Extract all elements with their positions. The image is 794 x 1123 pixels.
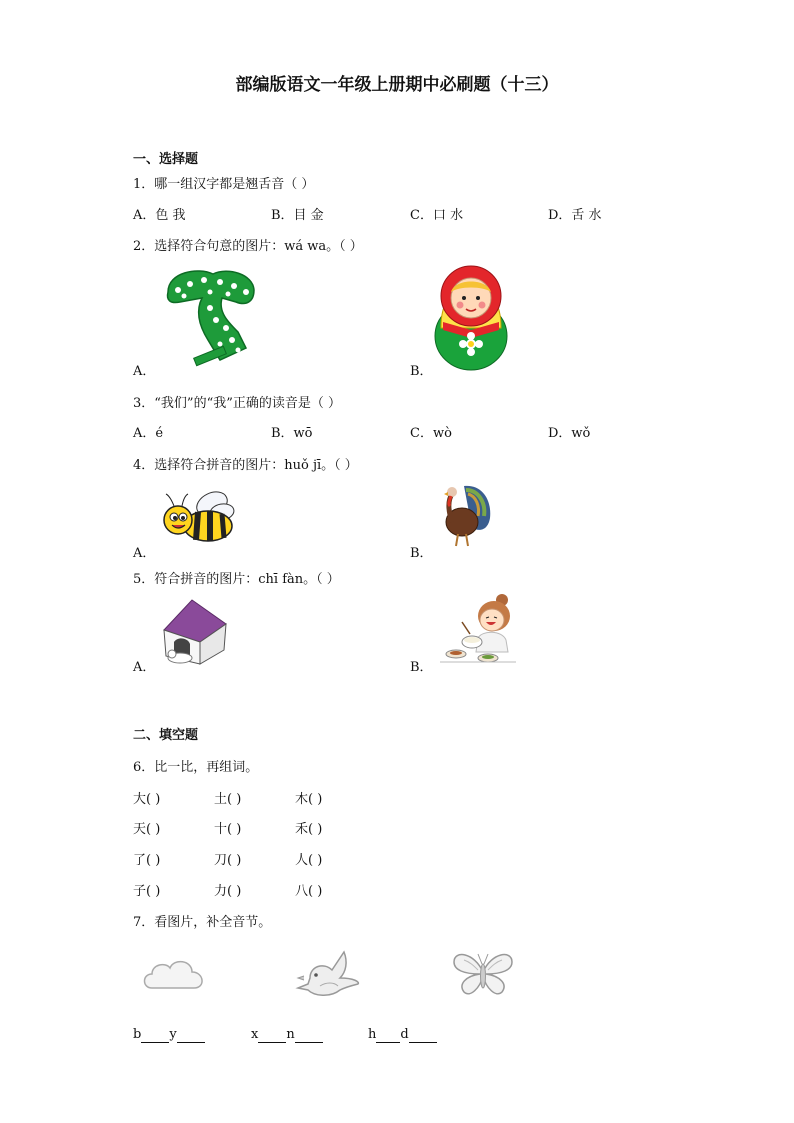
q7-initial-x: x [251, 1027, 259, 1042]
question-7: 7．看图片，补全音节。 [133, 915, 272, 930]
question-6: 6．比一比，再组词。 [133, 760, 259, 775]
q5-option-b[interactable]: B． [410, 660, 433, 675]
question-5: 5．符合拼音的图片：chī fàn。（ ） [133, 572, 340, 587]
q7-initial-d: d [400, 1027, 409, 1042]
question-2: 2．选择符合句意的图片：wá wa。（ ） [133, 239, 363, 254]
q1-option-c[interactable]: C．口 水 [410, 208, 464, 223]
q7-blank-bird[interactable] [251, 1027, 323, 1043]
q7-blank-cloud[interactable] [133, 1027, 205, 1043]
q2-option-b[interactable]: B． [410, 364, 433, 379]
q7-initial-n: n [286, 1027, 295, 1042]
doghouse-image [156, 596, 230, 666]
q6-row-1-col-2[interactable]: 土( ) [214, 792, 242, 807]
q7-initial-b: b [133, 1027, 142, 1042]
q3-option-b[interactable]: B．wō [271, 426, 313, 441]
q4-option-b[interactable]: B． [410, 546, 433, 561]
q6-row-1-col-1[interactable]: 大( ) [133, 792, 161, 807]
turkey-image [436, 480, 492, 552]
butterfly-image [450, 948, 516, 998]
q3-option-d[interactable]: D．wǒ [548, 426, 591, 441]
q7-blank-6[interactable] [409, 1027, 437, 1043]
q6-row-3-col-2[interactable]: 刀( ) [214, 853, 242, 868]
q1-option-b[interactable]: B．目 金 [271, 208, 324, 223]
q6-row-1-col-3[interactable]: 木( ) [295, 792, 323, 807]
q7-blank-4[interactable] [295, 1027, 323, 1043]
question-4: 4．选择符合拼音的图片：huǒ jī。（ ） [133, 458, 358, 473]
q7-initial-h: h [368, 1027, 377, 1042]
bird-image [294, 948, 362, 1000]
q6-row-4-col-2[interactable]: 力( ) [214, 884, 242, 899]
q2-option-a[interactable]: A． [133, 364, 156, 379]
girl-eating-image [436, 592, 520, 666]
q7-blank-butterfly[interactable] [368, 1027, 437, 1043]
q7-blank-5[interactable] [376, 1027, 400, 1043]
page-title: 部编版语文一年级上册期中必刷题（十三） [235, 75, 559, 95]
question-1: 1．哪一组汉字都是翘舌音（ ） [133, 177, 315, 192]
q6-row-3-col-3[interactable]: 人( ) [295, 853, 323, 868]
q6-row-2-col-2[interactable]: 十( ) [214, 822, 242, 837]
bee-image [160, 490, 240, 546]
q5-option-a[interactable]: A． [133, 660, 156, 675]
q6-row-4-col-3[interactable]: 八( ) [295, 884, 323, 899]
q1-option-a[interactable]: A．色 我 [133, 208, 186, 223]
cloud-image [142, 954, 206, 994]
q6-row-2-col-3[interactable]: 禾( ) [295, 822, 323, 837]
q3-option-c[interactable]: C．wò [410, 426, 452, 441]
q7-blank-3[interactable] [258, 1027, 286, 1043]
scarf-image [158, 262, 262, 366]
q7-blank-1[interactable] [141, 1027, 169, 1043]
section-heading-fill: 二、填空题 [133, 728, 199, 743]
q6-row-4-col-1[interactable]: 子( ) [133, 884, 161, 899]
q6-row-2-col-1[interactable]: 天( ) [133, 822, 161, 837]
q3-option-a[interactable]: A．é [133, 426, 164, 441]
q1-option-d[interactable]: D．舌 水 [548, 208, 602, 223]
q4-option-a[interactable]: A． [133, 546, 156, 561]
matryoshka-doll-image [433, 264, 509, 372]
q7-initial-y: y [169, 1027, 177, 1042]
question-3: 3．“我们”的“我”正确的读音是（ ） [133, 396, 341, 411]
q6-row-3-col-1[interactable]: 了( ) [133, 853, 161, 868]
q7-blank-2[interactable] [177, 1027, 205, 1043]
section-heading-choice: 一、选择题 [133, 152, 199, 167]
